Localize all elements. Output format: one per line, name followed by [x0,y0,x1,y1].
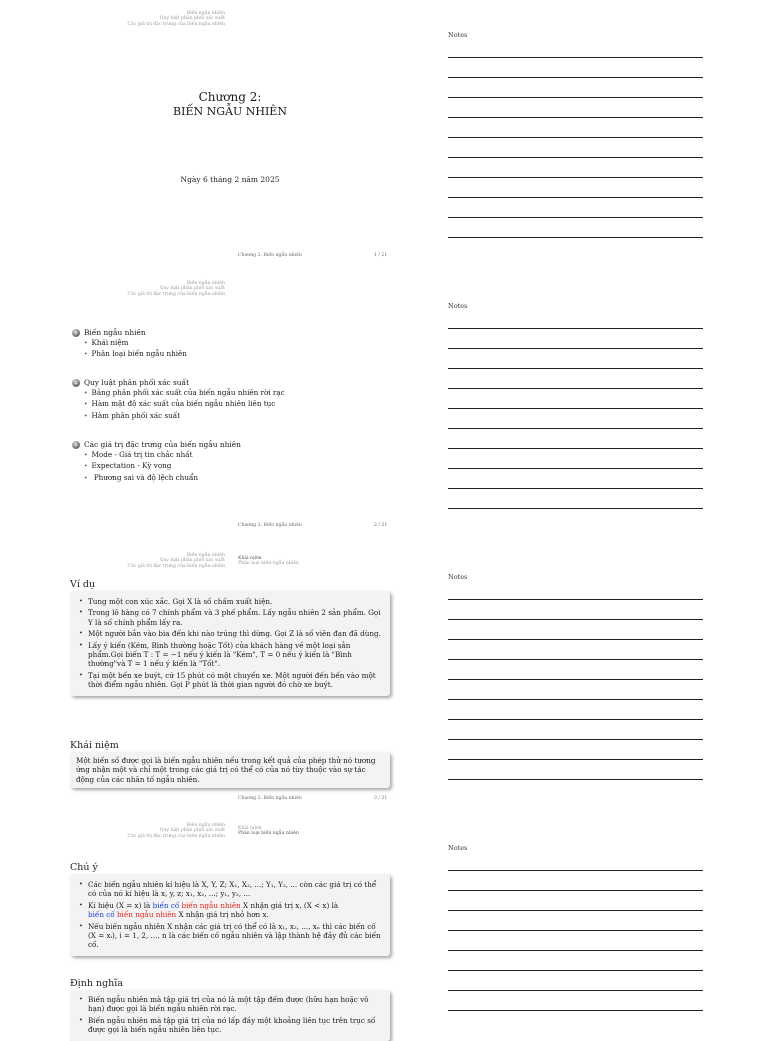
toc-item: • Bảng phân phối xác suất của biến ngẫu nhiên rời rạc [84,388,285,399]
note-line [448,930,703,931]
toc-item: • Hàm phân phối xác suất [84,411,285,422]
section-number-bullet: 1 [72,329,80,337]
note-line [448,137,703,138]
note-line [448,719,703,720]
note-line [448,779,703,780]
definition-block [70,978,390,1041]
concept-block-body: Một biến số được gọi là biến ngẫu nhiên nếu trong kết quả của phép thử nó tương ứng nhận một và chỉ một trong các giá trị có thể có của nó tùy thuộc vào sự tác động của các nhân tố ngẫu nhiên. [70,752,390,788]
notes-area-2 [448,302,704,517]
note-line [448,57,703,58]
note-line [448,970,703,971]
note-line [448,1010,703,1011]
header-section-1: Biến ngẫu nhiên [186,823,225,828]
note-line [448,157,703,158]
footer-page-number: 1 / 21 [374,253,388,258]
example-block [70,579,390,696]
note-line [448,468,703,469]
definition-item: • Biến ngẫu nhiên mà tập giá trị của nó là một tập đếm được (hữu hạn hoặc vô hạn) được gọi là biến ngẫu nhiên rời rạc. [76,995,384,1014]
header-section-3: Các giá trị đặc trưng của biến ngẫu nhiên [127,21,225,27]
note2-text: X nhận giá trị nhỏ hơn x. [176,910,269,920]
slide-header-sections [40,281,225,297]
slide-header-sections [40,553,225,569]
toc-item: • Khái niệm [84,338,187,349]
slide-3 [0,540,420,808]
footer-page-number: 2 / 21 [374,523,388,528]
note-line [448,910,703,911]
notes-area-4 [448,844,704,1022]
note-line [448,639,703,640]
note-line [448,659,703,660]
example-item: • Lấy ý kiến (Kém, Bình thường hoặc Tốt) của khách hàng về một loại sản phẩm.Gọi biến T : T = −1 nếu ý kiến là "Kém", T = 0 nếu ý kiến là "Bình thường"và T = 1 nếu ý kiến là "Tốt". [76,641,384,669]
slide-header-sections [40,823,225,839]
note2-text: X nhận giá trị x, (X < x) là [240,900,339,910]
definition-block-body [70,990,390,1041]
note-block-title: Chú ý [70,862,98,873]
slide-1 [0,0,420,268]
section-number-bullet: 2 [72,379,80,387]
note-line [448,679,703,680]
concept-block-title: Khái niệm [70,740,119,751]
toc-section-2 [72,378,285,422]
header-section-2: Quy luật phân phối xác suất [159,286,225,292]
section-number-bullet: 3 [72,441,80,449]
toc-item: • Expectation - Kỳ vọng [84,461,241,472]
note-item [76,901,384,920]
notes-area-1 [448,31,704,246]
header-frame-phan-loai: Phân loại biến ngẫu nhiên [238,561,299,567]
toc-item: • Mode - Giá trị tin chắc nhất [84,450,241,461]
note-line [448,368,703,369]
footer-page-number: 3 / 21 [374,796,388,801]
slide-4 [0,810,420,1035]
toc-section-3 [72,440,241,484]
note-line [448,950,703,951]
example-item: • Trong lô hàng có 7 chính phẩm và 3 phế phẩm. Lấy ngẫu nhiên 2 sản phẩm. Gọi Y là số chính phẩm lấy ra. [76,608,384,627]
chapter-title: Chương 2: [198,90,262,104]
footer-title: Chương 2: Biến ngẫu nhiên [238,253,302,258]
footer-title: Chương 2: Biến ngẫu nhiên [238,523,302,528]
notes-label: Notes [448,31,468,39]
note2-highlight-red: biến ngẫu nhiên [179,900,241,910]
header-frame-khai-niem: Khái niệm [238,826,262,831]
chapter-subtitle: BIẾN NGẪU NHIÊN [173,105,287,118]
note-line [448,739,703,740]
toc-item: • Phương sai và độ lệch chuẩn [84,473,241,484]
note-line [448,619,703,620]
note-line [448,890,703,891]
slide-date: Ngày 6 tháng 2 năm 2025 [180,175,280,184]
notes-label: Notes [448,302,468,310]
header-section-2: Quy luật phân phối xác suất [159,828,225,834]
note-line [448,328,703,329]
header-section-1: Biến ngẫu nhiên [186,553,225,558]
example-item: • Tại một bến xe buýt, cứ 15 phút có một chuyến xe. Một người đến bến vào một thời điểm ngẫu nhiên. Gọi P phút là thời gian người đó chờ xe buýt. [76,671,384,690]
note-line [448,237,703,238]
note-line [448,990,703,991]
slide-header-sections [40,11,225,27]
toc-section-title: Quy luật phân phối xác suất [84,378,190,387]
note2-highlight-blue: biến cố [152,900,180,910]
header-section-2: Quy luật phân phối xác suất [159,558,225,564]
note-line [448,408,703,409]
toc-section-title: Biến ngẫu nhiên [84,328,146,337]
header-section-1: Biến ngẫu nhiên [186,11,225,16]
note2-highlight-red: biến ngẫu nhiên [114,910,177,920]
note-line [448,197,703,198]
example-block-title: Ví dụ [70,579,96,590]
header-section-3: Các giá trị đặc trưng của biến ngẫu nhiên [127,563,225,569]
note-line [448,488,703,489]
note-line [448,699,703,700]
toc-section-1 [72,328,187,361]
note-line [448,388,703,389]
slide-header-frames [238,556,358,567]
note-line [448,217,703,218]
example-item: • Tung một con xúc xắc. Gọi X là số chấm xuất hiện. [76,597,384,606]
definition-block-title: Định nghĩa [70,978,123,989]
notes-area-3 [448,573,704,788]
note-line [448,117,703,118]
note-line [448,77,703,78]
note-line [448,448,703,449]
header-section-2: Quy luật phân phối xác suất [159,16,225,22]
note-line [448,599,703,600]
note-line [448,348,703,349]
definition-item: • Biến ngẫu nhiên mà tập giá trị của nó lấp đầy một khoảng liên tục trên trục số được gọi là biến ngẫu nhiên liên tục. [76,1016,384,1035]
note-block-body [70,874,390,956]
note-line [448,870,703,871]
toc-section-title: Các giá trị đặc trưng của biến ngẫu nhiên [84,440,241,449]
example-block-body [70,591,390,696]
toc-item: • Hàm mật độ xác suất của biến ngẫu nhiên liên tục [84,399,285,410]
notes-label: Notes [448,844,468,852]
toc-item: • Phân loại biến ngẫu nhiên [84,349,187,360]
concept-block [70,740,390,788]
notes-label: Notes [448,573,468,581]
note-item: • Các biến ngẫu nhiên kí hiệu là X, Y, Z; X₁, X₂, ...; Y₁, Y₂, ... còn các giá trị có thể có của nó kí hiệu là x, y, z; x₁, x₂, ...; y₁, y₂, ... [76,880,384,899]
note-line [448,508,703,509]
slide-header-frames [238,826,358,837]
note2-highlight-blue: biến cố [88,910,115,920]
note-line [448,759,703,760]
header-section-3: Các giá trị đặc trưng của biến ngẫu nhiên [127,833,225,839]
slide-2 [0,270,420,538]
note-item: • Nếu biến ngẫu nhiên X nhận các giá trị có thể có là x₁, x₂, ..., xₙ thì các biến cố (X = xᵢ), i = 1, 2, ..., n là các biến cố ngẫu nhiên và lập thành hệ đầy đủ các biến cố. [76,922,384,950]
header-frame-khai-niem: Khái niệm [238,556,262,561]
header-section-1: Biến ngẫu nhiên [186,281,225,286]
note-block [70,862,390,956]
note-line [448,428,703,429]
note2-text: Kí hiệu (X = x) là [88,900,153,910]
example-item: • Một người bắn vào bia đến khi nào trúng thì dừng. Gọi Z là số viên đạn đã dùng. [76,629,384,638]
note-line [448,97,703,98]
note-line [448,177,703,178]
title-block [120,90,340,119]
header-frame-phan-loai: Phân loại biến ngẫu nhiên [238,831,299,837]
header-section-3: Các giá trị đặc trưng của biến ngẫu nhiên [127,291,225,297]
footer-title: Chương 2: Biến ngẫu nhiên [238,796,302,801]
